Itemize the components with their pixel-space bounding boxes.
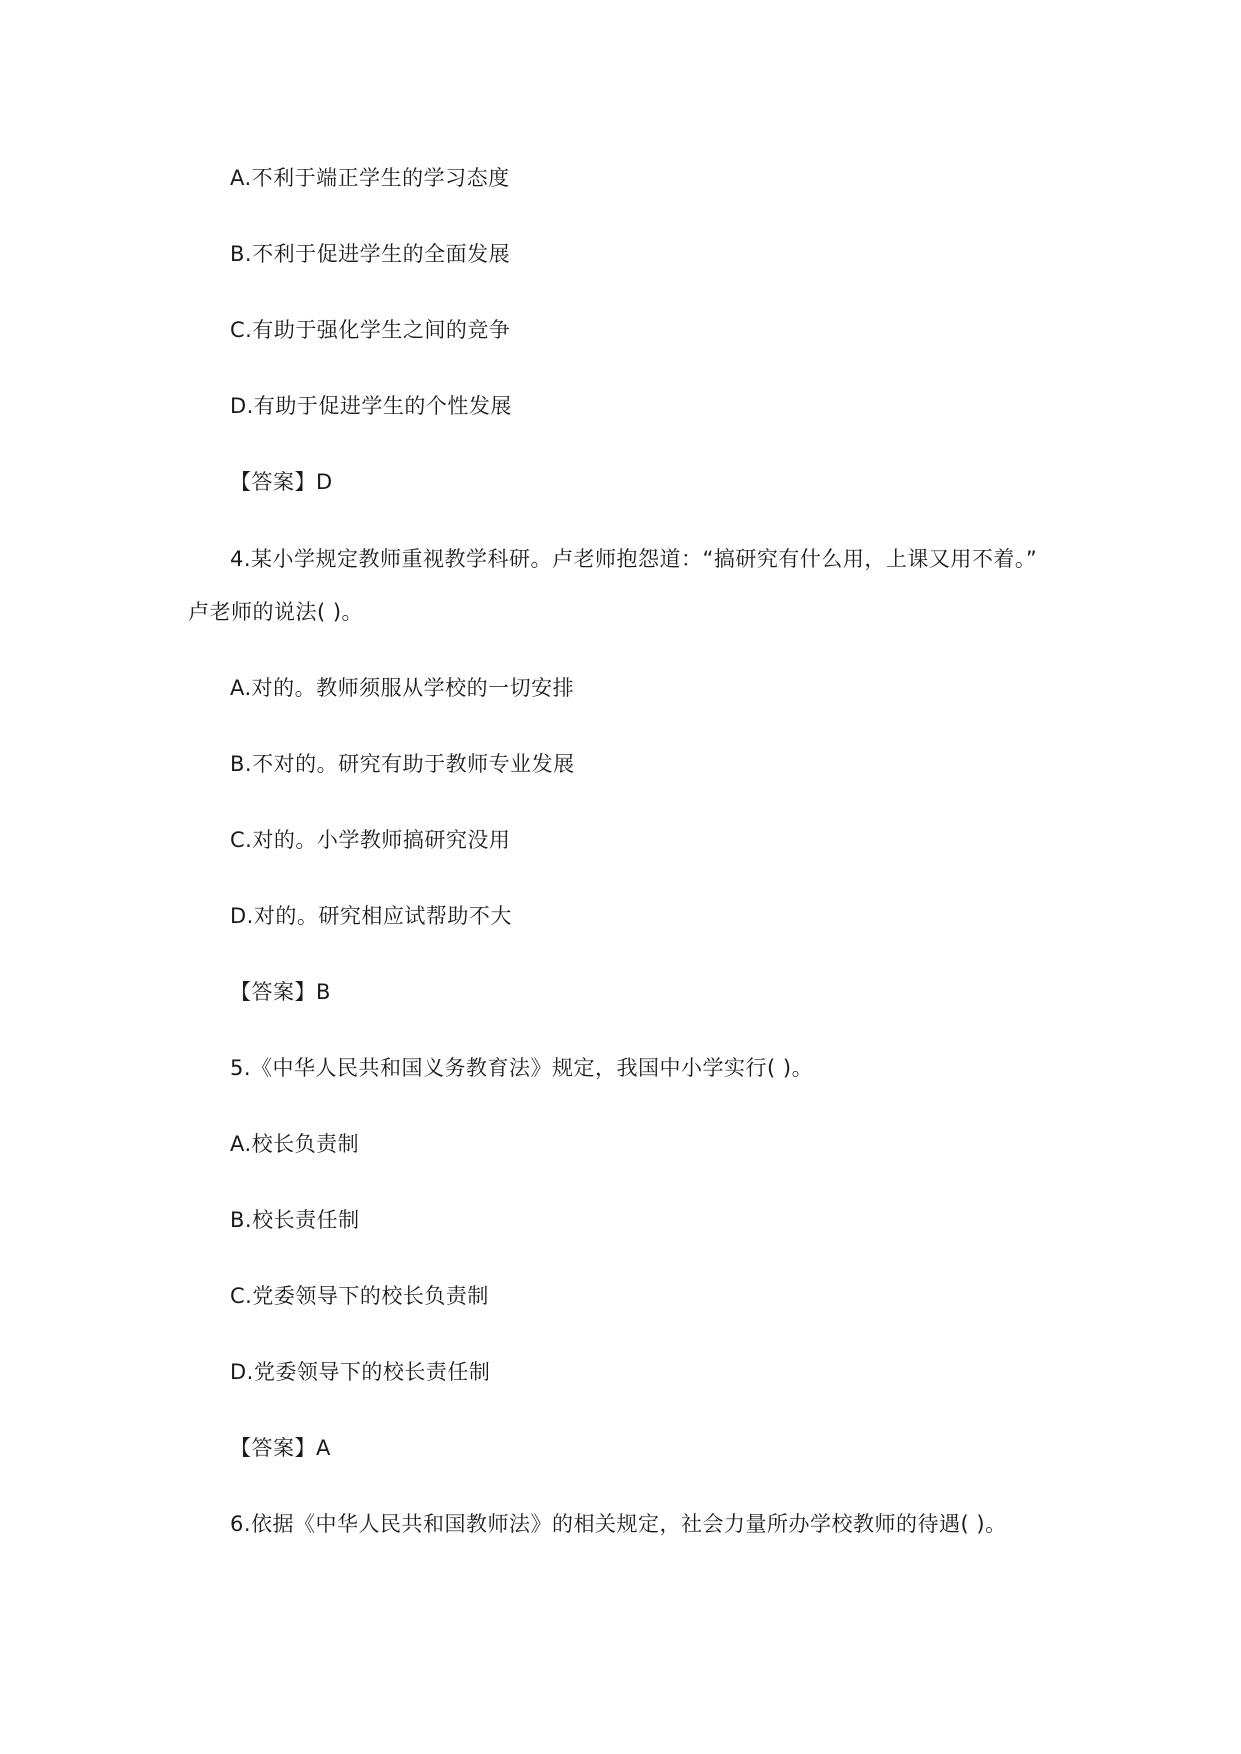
option-c-q4: C.对的。小学教师搞研究没用	[230, 828, 511, 852]
option-b-q5: B.校长责任制	[230, 1208, 360, 1232]
answer-q5: 【答案】A	[230, 1436, 331, 1460]
option-b-q4: B.不对的。研究有助于教师专业发展	[230, 752, 575, 776]
option-b-q3: B.不利于促进学生的全面发展	[230, 242, 511, 266]
option-d-q4: D.对的。研究相应试帮助不大	[230, 904, 512, 928]
option-a-q4: A.对的。教师须服从学校的一切安排	[230, 676, 575, 700]
option-c-q5: C.党委领导下的校长负责制	[230, 1284, 489, 1308]
option-c-q3: C.有助于强化学生之间的竞争	[230, 318, 511, 342]
option-d-q5: D.党委领导下的校长责任制	[230, 1360, 491, 1384]
question-4-text-continued: 卢老师的说法( )。	[188, 600, 364, 624]
question-6-text: 6.依据《中华人民共和国教师法》的相关规定，社会力量所办学校教师的待遇( )。	[230, 1512, 1007, 1536]
question-4-text: 4.某小学规定教师重视教学科研。卢老师抱怨道：“搞研究有什么用，上课又用不着。”	[230, 547, 1038, 571]
option-d-q3: D.有助于促进学生的个性发展	[230, 394, 512, 418]
option-a-q5: A.校长负责制	[230, 1132, 360, 1156]
answer-q4: 【答案】B	[230, 980, 331, 1004]
answer-q3: 【答案】D	[230, 470, 333, 494]
option-a-q3: A.不利于端正学生的学习态度	[230, 166, 510, 190]
question-5-text: 5.《中华人民共和国义务教育法》规定，我国中小学实行( )。	[230, 1056, 814, 1080]
